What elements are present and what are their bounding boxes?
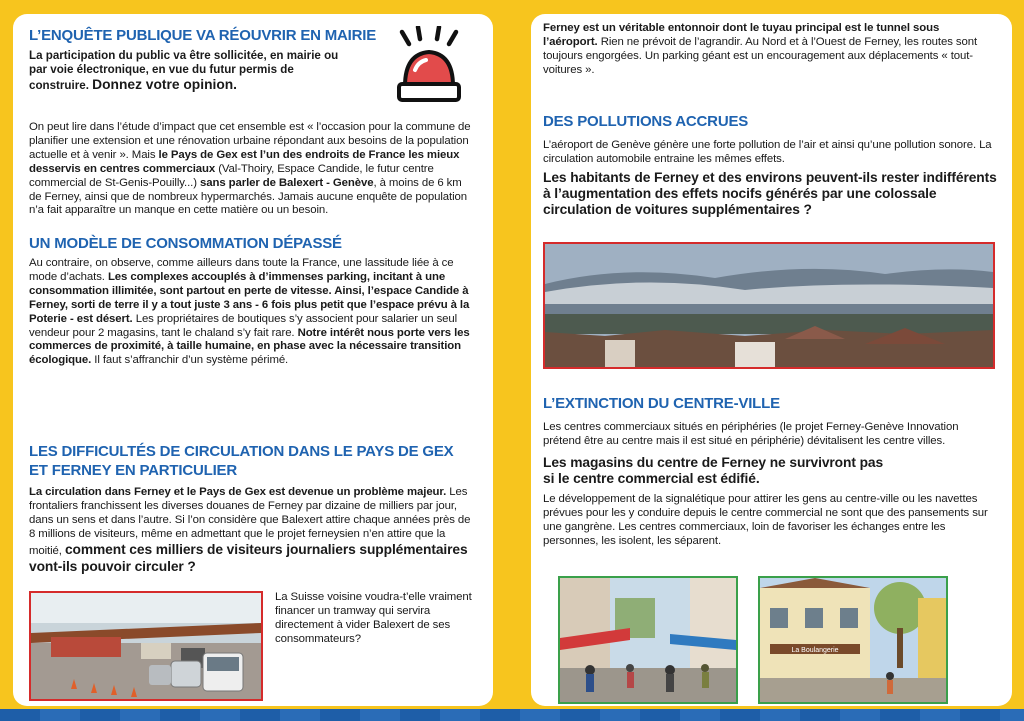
- extinction-warning: Les magasins du centre de Ferney ne survivront pas si le centre commercial est édifié.: [543, 454, 884, 486]
- market-street-photo: [558, 576, 738, 704]
- village-square-photo: [758, 576, 948, 704]
- enquete-paragraph: On peut lire dans l’étude d’impact que cet ensemble est « l’occasion pour la commune de planifier une extension et une rénovation urbaine répondant aux besoins de la population actuelle et à venir ». Mais le Pays de Gex est l’un des endroits de France les mieux desservis en centres commerciaux (Val-Thoiry, Espace Candide, le futur centre commercial de St-Genis-Pouilly...) sans parler de Balexert - Genève, à moins de 6 km de Ferney, ainsi que de nombreux hypermarchés. Jamais aucune enquête de population n’a fait apparaître un manque en cette matière ou un besoin.: [29, 121, 471, 217]
- customs-caption: La Suisse voisine voudra-t’elle vraiment financer un tramway qui servira directement à vider Balexert de ses consommateurs?: [275, 591, 472, 645]
- modele-paragraph: Au contraire, on observe, comme ailleurs dans toute la France, une lassitude liée à ce mode d’achats. Les complexes accouplés à d’immenses parking, incitant à une consommation illimitée, sont partout en perte de vitesse. Ainsi, l’espace Candide à Ferney, sorti de terre il y a tout juste 3 ans - 6 fois plus petit que l’espace prévu à la Poterie - est désert. Les propriétaires de boutiques s’y associent pour salarier un seul vendeur pour 2 magasins, tant le chaland s’y fait rare. Notre intérêt nous porte vers les commerces de proximité, à taille humaine, en phase avec la nécessaire transition écologique. Il faut s’affranchir d’un système périmé.: [29, 257, 470, 367]
- intro-paragraph: Ferney est un véritable entonnoir dont le tuyau principal est le tunnel sous l’aéroport. Rien ne prévoit de l’agrandir. Au Nord et à l’Ouest de Ferney, les routes sont toujours engorgées. Un parking géant est un encouragement aux déplacements « tout-voitures ».: [543, 22, 978, 76]
- enquete-lead-big: Donnez votre opinion.: [92, 77, 238, 92]
- enquete-body: [29, 121, 477, 221]
- enquete-lead: [29, 49, 349, 93]
- mountain-photo: [543, 242, 995, 369]
- heading-enquete: L’ENQUÊTE PUBLIQUE VA RÉOUVRIR EN MAIRIE: [29, 27, 377, 44]
- bottom-band: [0, 709, 1024, 721]
- section-ferney-intro: [543, 22, 995, 78]
- heading-pollutions: DES POLLUTIONS ACCRUES: [543, 113, 749, 130]
- customs-photo: [29, 591, 263, 701]
- heading-extinction: L’EXTINCTION DU CENTRE-VILLE: [543, 395, 780, 412]
- section-enquete-publique: [29, 26, 477, 217]
- heading-circulation: LES DIFFICULTÉS DE CIRCULATION DANS LE PAYS DE GEX ET FERNEY EN PARTICULIER: [29, 443, 454, 479]
- enquete-lead-text: La participation du public va être sollicitée, en mairie ou par voie électronique, en vue du futur permis de construire.: [29, 49, 339, 92]
- pollution-question: Les habitants de Ferney et des environs peuvent-ils rester indifférents à l’augmentation des effets nocifs générés par une colossale circulation de voitures supplémentaires ?: [543, 169, 997, 217]
- section-pollutions: [543, 112, 997, 221]
- left-page: [13, 14, 493, 706]
- right-page: [531, 14, 1012, 706]
- section-circulation: [29, 442, 477, 578]
- circulation-paragraph: La circulation dans Ferney et le Pays de Gex est devenue un problème majeur. Les frontaliers franchissent les diverses douanes de Ferney par dizaine de milliers par jour, dans un sens et dans l’autre. Si l’on considère que Balexert attire chaque années près de 8 millions de visiteurs, même en admettant que le projet ferneysien n’en attire que la moitié, comment ces milliers de visiteurs journaliers supplémentaires vont-ils pouvoir circuler ?: [29, 486, 471, 574]
- extinction-body: Les centres commerciaux situés en périphéries (le projet Ferney-Genève Innovation prétend être au centre mais il est situé en périphérie) dévitalisent les centre villes.: [543, 421, 959, 447]
- siren-icon: [391, 26, 467, 108]
- section-extinction-centre-ville: [543, 394, 997, 551]
- extinction-paragraph: Le développement de la signalétique pour attirer les gens au centre-ville ou les navettes prévues pour les y conduire depuis le centre commercial ne sont que des pansements sur une gangrène. Les centres commerciaux, loin de favoriser les échanges entre les personnes, les isolent, les séparent.: [543, 492, 988, 547]
- heading-modele: UN MODÈLE DE CONSOMMATION DÉPASSÉ: [29, 235, 342, 252]
- shop-sign-text: La Boulangerie: [791, 647, 839, 654]
- section-modele-consommation: [29, 234, 477, 371]
- pollution-body: L’aéroport de Genève génère une forte pollution de l’air et ainsi qu’une pollution sonore. La circulation automobile entraine les mêmes effets.: [543, 139, 992, 165]
